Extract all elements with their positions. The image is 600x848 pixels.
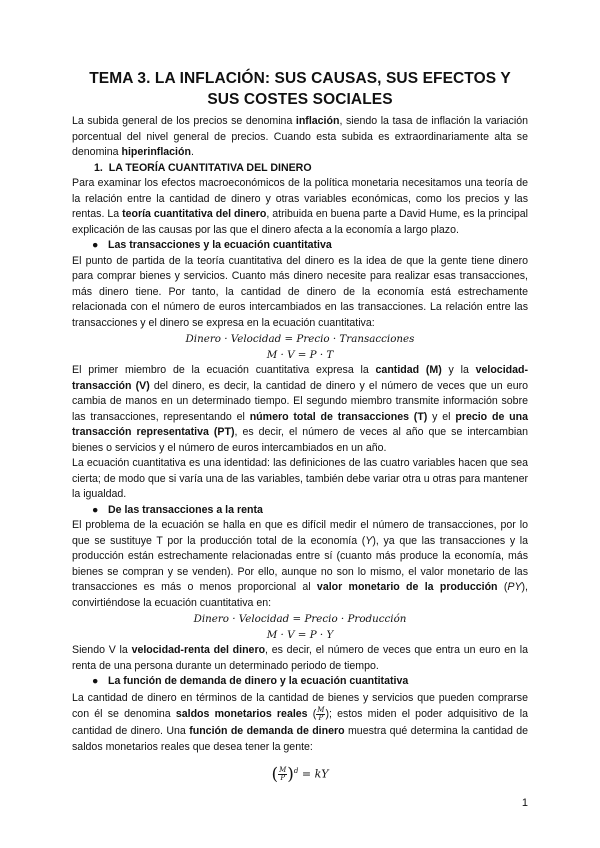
subsection-heading-demanda: ● La función de demanda de dinero y la ecuación cuantitativa [72,674,528,690]
bullet-icon: ● [92,239,99,251]
sub2-paragraph-1: El problema de la ecuación se halla en que es difícil medir el número de transacciones, por lo que se sustituye T por la producción total de la economía (Y), ya que las transacciones y la producción están estrechamente relacionadas entre sí (cuanto más produce la economía, más bienes se compran y se venden). Por ello, aunque no son lo mismo, el valor monetario de las transacciones es más o menos proporcional al valor monetario de la producción (PY), convirtiéndose la ecuación cuantitativa en: [72,519,529,609]
equation-mvpy: M · V = P · Y [266,629,334,641]
equation-words-1: Dinero · Velocidad = Precio · Transacciones [185,333,415,345]
bullet-icon: ● [92,503,99,516]
bullet-icon: ● [92,675,99,687]
subsection-heading-transacciones: ● Las transacciones y la ecuación cuantitativa [72,238,528,254]
equation-money-demand: ( $\frac{M}{P}$ )$^d$ = kY [271,764,329,785]
fraction-m-over-p: $\frac{M}{P}$ [317,705,325,722]
sub1-paragraph-3: La ecuación cuantitativa es una identidad: las definiciones de las cuatro variables hacen que sea cierta; de modo que si varía una de las variables, también debe variar otra u otras para mantener la igualdad. [72,457,528,500]
term-inflacion: inflación [295,115,340,127]
page-number: 1 [521,797,528,809]
fraction-m-over-p-demand: $\frac{M}{P}$ [279,765,287,782]
sub1-paragraph-1: El punto de partida de la teoría cuantitativa del dinero es la idea de que la gente tiene dinero para comprar bienes y servicios. Cuanto más dinero necesite para realizar esas transacciones, más dinero tiene. Por tanto, la cantidad de dinero de la economía está estrechamente relacionada con el número de euros intercambiados en las transacciones. La relación entre las transacciones y el dinero se expresa en la ecuación cuantitativa: [72,254,528,329]
sub3-paragraph-1: La cantidad de dinero en términos de la cantidad de bienes y servicios que pueden comprarse con él se denomina saldos monetarios reales ( $\frac{M}{P}$ ); estos miden el poder adquisitivo de la cantidad de dinero. Una función de demanda de dinero muestra qué determina la cantidad de saldos monetarios reales que desea tener la gente: [72,691,529,753]
sub1-paragraph-2: El primer miembro de la ecuación cuantitativa expresa la cantidad (M) y la velocidad-transacción (V) del dinero, es decir, la cantidad de dinero y el número de veces que un euro cambia de manos en un determinado tiempo. El segundo miembro transmite información sobre las transacciones, representando el número total de transacciones (T) y el precio de una transacción representativa (PT), es decir, el número de veces al año que se intercambian bienes o servicios y el número de euros intercambiados en un año. [72,364,529,454]
section-heading-1: 1. LA TEORÍA CUANTITATIVA DEL DINERO [94,161,312,174]
equation-mvpt: M · V = P · T [266,349,334,361]
section1-paragraph: Para examinar los efectos macroeconómicos de la política monetaria necesitamos una teoría de la relación entre la cantidad de dinero y otras variables económicas, como los precios y las rentas. La teoría cuantitativa del dinero, atribuida en buena parte a David Hume, es la principal explicación de las causas por las que el dinero afecta a la economía a largo plazo. [72,177,528,236]
document-title: TEMA 3. LA INFLACIÓN: SUS CAUSAS, SUS EFECTOS Y SUS COSTES SOCIALES [89,70,511,108]
sub2-paragraph-2: Siendo V la velocidad-renta del dinero, es decir, el número de veces que entra un euro en la renta de una persona durante un determinado periodo de tiempo. [72,644,528,672]
equation-words-2: Dinero · Velocidad = Precio · Producción [193,613,407,625]
term-hiperinflacion: hiperinflación [121,146,191,158]
subsection-heading-renta: ● De las transacciones a la renta [72,503,528,519]
document-page [72,68,528,787]
intro-paragraph: La subida general de los precios se denomina inflación, siendo la tasa de inflación la variación porcentual del nivel general de precios. Cuando esta subida es extraordinariamente alta se denomina hiperinflación. [72,115,528,158]
